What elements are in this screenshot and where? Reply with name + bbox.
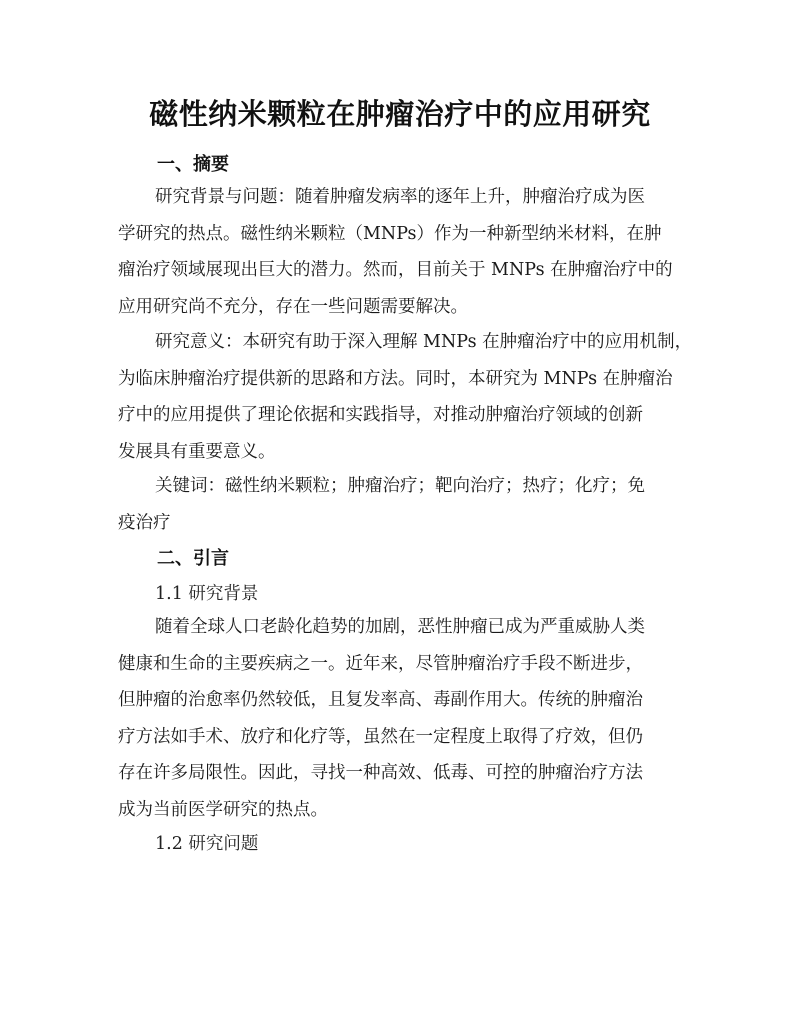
section-heading-abstract: 一、摘要 [157, 154, 229, 175]
paragraph-line: 疗方法如手术、放疗和化疗等，虽然在一定程度上取得了疗效，但仍 [118, 726, 643, 747]
paragraph-line: 为临床肿瘤治疗提供新的思路和方法。同时，本研究为 MNPs 在肿瘤治 [118, 368, 673, 389]
paragraph-line: 关键词：磁性纳米颗粒；肿瘤治疗；靶向治疗；热疗；化疗；免 [155, 476, 645, 496]
keywords-paragraph [118, 468, 678, 541]
subsection-heading-background: 1.1 研究背景 [155, 584, 259, 604]
paragraph-line: 但肿瘤的治愈率仍然较低，且复发率高、毒副作用大。传统的肿瘤治 [118, 690, 643, 710]
paragraph-line: 疗中的应用提供了理论依据和实践指导，对推动肿瘤治疗领域的创新 [118, 405, 643, 425]
section-heading-introduction: 二、引言 [157, 548, 229, 569]
paragraph-line: 疫治疗 [118, 512, 171, 533]
paragraph-line: 随着全球人口老龄化趋势的加剧，恶性肿瘤已成为严重威胁人类 [155, 617, 645, 637]
document-title: 磁性纳米颗粒在肿瘤治疗中的应用研究 [149, 97, 651, 131]
paragraph-line: 研究意义：本研究有助于深入理解 MNPs 在肿瘤治疗中的应用机制， [155, 332, 693, 352]
introduction-background-paragraph [118, 609, 678, 828]
paragraph-line: 健康和生命的主要疾病之一。近年来，尽管肿瘤治疗手段不断进步， [118, 653, 643, 674]
paragraph-line: 研究背景与问题：随着肿瘤发病率的逐年上升，肿瘤治疗成为医 [155, 187, 645, 207]
subsection-heading-research-question: 1.2 研究问题 [155, 834, 259, 854]
paragraph-line: 学研究的热点。磁性纳米颗粒（MNPs）作为一种新型纳米材料，在肿 [118, 223, 662, 244]
abstract-significance-paragraph [118, 324, 693, 470]
paragraph-line: 发展具有重要意义。 [118, 441, 276, 462]
abstract-background-paragraph [118, 179, 678, 325]
paragraph-line: 存在许多局限性。因此，寻找一种高效、低毒、可控的肿瘤治疗方法 [118, 763, 643, 783]
paragraph-line: 成为当前医学研究的热点。 [118, 799, 328, 820]
paragraph-line: 应用研究尚不充分，存在一些问题需要解决。 [118, 296, 468, 317]
paragraph-line: 瘤治疗领域展现出巨大的潜力。然而，目前关于 MNPs 在肿瘤治疗中的 [118, 260, 673, 280]
